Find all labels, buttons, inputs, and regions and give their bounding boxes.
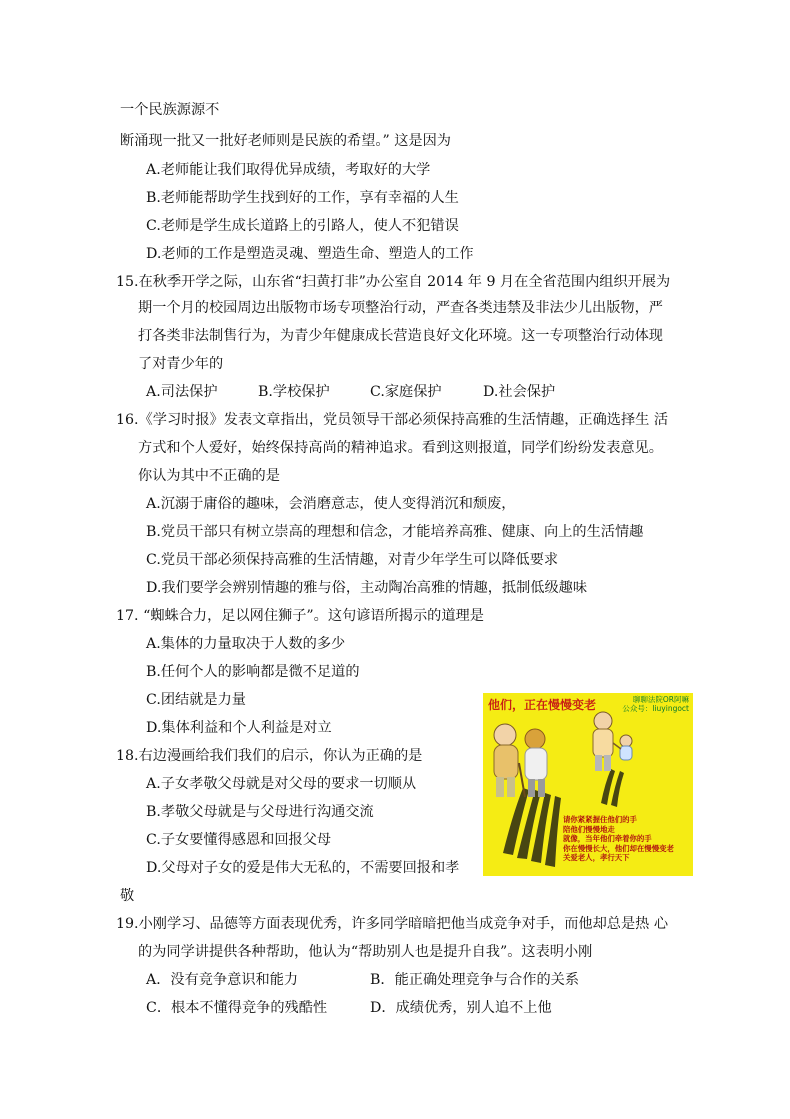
question-18-option-d-wrap: 敬 [120,888,135,904]
question-14-option-d: D.老师的工作是塑造灵魂、塑造生命、塑造人的工作 [146,246,474,262]
cartoon-message [563,815,674,863]
question-15-option-b: B.学校保护 [258,384,330,400]
question-15-stem: 15.在秋季开学之际，山东省“扫黄打非”办公室自 2014 年 9 月在全省范围内组织开展为 [116,274,671,290]
question-17-option-a: A.集体的力量取决于人数的多少 [146,636,346,652]
cartoon-message-line: 就像，当年他们牵着你的手 [563,834,652,844]
question-17-option-c: C.团结就是力量 [146,692,246,708]
cartoon-message-line: 陪他们慢慢地走 [563,824,615,834]
question-17-option-b: B.任何个人的影响都是微不足道的 [146,664,360,680]
parents-aging-cartoon [483,693,693,876]
question-16-option-a: A.沉溺于庸俗的趣味，会消磨意志，使人变得消沉和颓废， [146,496,516,512]
cartoon-brand [622,695,689,713]
question-14-option-c: C.老师是学生成长道路上的引路人，使人不犯错误 [146,218,459,234]
question-14-option-b: B.老师能帮助学生找到好的工作，享有幸福的人生 [146,190,459,206]
question-18-option-b: B.孝敬父母就是与父母进行沟通交流 [146,804,374,820]
question-18-option-c: C.子女要懂得感恩和回报父母 [146,832,332,848]
question-15-stem-line: 打各类非法制售行为，为青少年健康成长营造良好文化环境。这一专项整治行动体现 [138,328,663,344]
question-18-option-a: A.子女孝敬父母就是对父母的要求一切顺从 [146,776,417,792]
question-19-stem: 19.小刚学习、品德等方面表现优秀，许多同学暗暗把他当成竞争对手，而他却总是热 心 [116,916,669,932]
question-16-option-b: B.党员干部只有树立崇高的理想和信念，才能培养高雅、健康、向上的生活情趣 [146,524,644,540]
question-16-stem: 16.《学习时报》发表文章指出，党员领导干部必须保持高雅的生活情趣，正确选择生 活 [116,412,669,428]
question-17-option-d: D.集体利益和个人利益是对立 [146,720,332,736]
question-14-option-a: A.老师能让我们取得优异成绩，考取好的大学 [146,162,431,178]
question-16-option-c: C.党员干部必须保持高雅的生活情趣，对青少年学生可以降低要求 [146,552,559,568]
question-15-stem-line: 期一个月的校园周边出版物市场专项整治行动，严查各类违禁及非法少儿出版物，严 [138,300,663,316]
question-18-stem: 18.右边漫画给我们我们的启示，你认为正确的是 [116,748,423,764]
question-15-option-a: A.司法保护 [146,384,218,400]
cartoon-title: 他们，正在慢慢变老 [488,698,597,712]
question-17-stem: 17. “蜘蛛合力，足以网住狮子”。这句谚语所揭示的道理是 [116,608,484,624]
question-19-stem-line: 的为同学讲提供各种帮助，他认为“帮助别人也是提升自我”。这表明小刚 [138,944,593,960]
question-19-option-b: B．能正确处理竞争与合作的关系 [370,972,580,988]
cartoon-message-line: 关爱老人，孝行天下 [563,853,630,863]
cartoon-brand-name: 聊聊法院OR阿嘛 [632,695,689,704]
question-16-stem-line: 你认为其中不正确的是 [138,468,280,484]
cartoon-message-line: 请你紧紧握住他们的手 [563,815,637,824]
cartoon-message-line: 你在慢慢长大，他们却在慢慢变老 [563,843,674,853]
question-15-option-d: D.社会保护 [483,384,556,400]
question-16-option-d: D.我们要学会辨别情趣的雅与俗，主动陶冶高雅的情趣，抵制低级趣味 [146,580,588,596]
question-19-option-c: C．根本不懂得竞争的残酷性 [146,1000,328,1016]
question-15-stem-line: 了对青少年的 [138,356,224,372]
question-16-stem-line: 方式和个人爱好，始终保持高尚的精神追求。看到这则报道，同学们纷纷发表意见。 [138,440,663,456]
question-19-option-d: D．成绩优秀，别人追不上他 [370,1000,552,1016]
question-14-stem-end: 一个民族源源不 [120,102,220,118]
question-18-option-d: D.父母对子女的爱是伟大无私的，不需要回报和孝 [146,860,460,876]
cartoon-brand-account: 公众号：liuyingoct [622,704,689,713]
question-19-option-a: A．没有竞争意识和能力 [146,972,299,988]
question-14-stem-line: 断涌现一批又一批好老师则是民族的希望。” 这是因为 [120,133,451,149]
question-15-option-c: C.家庭保护 [370,384,442,400]
